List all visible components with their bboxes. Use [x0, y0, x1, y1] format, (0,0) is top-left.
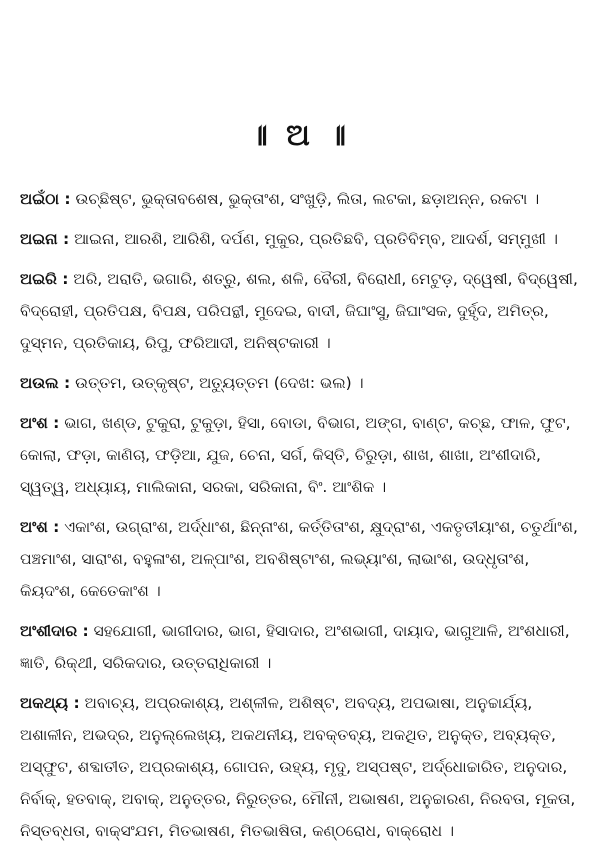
entry-term: ଅଂଶ :: [20, 518, 60, 536]
entry-synonyms: ସହଯୋଗୀ, ଭାଗୀଦାର, ଭାଗ, ହିସାଦାର, ଅଂଶଭାଗୀ, ଦାୟାଦ, ଭାଗୁଆଳି, ଅଂଶଧାରୀ, ଜ୍ଞାତି, ରିକ୍‌ଥୀ, ସରିକଦାର, ଉତ୍ତରାଧିକାରୀ ।: [20, 622, 570, 672]
entry-synonyms: ଆଇନା, ଆରଶି, ଆରିଶି, ଦର୍ପଣ, ମୁକୁର, ପ୍ରତିଛବି, ପ୍ରତିବିମ୍ବ, ଆଦର୍ଶ, ସମ୍ମୁଖୀ ।: [69, 230, 558, 248]
entry: [20, 223, 588, 255]
entry-synonyms: ଅରି, ଅରାତି, ଭଗାରି, ଶତ୍ରୁ, ଶଲ, ଶଳି, ବୈରୀ, ବିରୋଧୀ, ମେଟୁଡ଼, ଦ୍ୱେଷୀ, ବିଦ୍ୱେଷୀ, ବିଦ୍ରୋହୀ, ପ୍ରତିପକ୍ଷ, ବିପକ୍ଷ, ପରିପନ୍ଥୀ, ମୁଦେଇ, ବାଦୀ, ଜିଘାଂସୁ, ଜିଘାଂସକ, ଦୁର୍ହୃଦ, ଅମିତ୍ର, ଦୁସ୍‌ମନ, ପ୍ରତିକାୟ, ରିପୁ, ଫରିଆଦୀ, ଅନିଷ୍ଟକାରୀ ।: [20, 270, 578, 352]
entry-synonyms: ଉଚ୍ଛିଷ୍ଟ, ଭୁକ୍ତାବଶେଷ, ଭୁକ୍ତାଂଶ, ସଂଖୁଡ଼ି, ଲିତା, ଲଟକା, ଛଡ଼ାଅନ୍ନ, ରକଟା ।: [70, 190, 540, 208]
entry-synonyms: ଏକାଂଶ, ଉଗ୍ରାଂଶ, ଅର୍ଦ୍ଧାଂଶ, ଛିନ୍ନାଂଶ, କର୍ତ୍ତିତାଂଶ, କ୍ଷୁଦ୍ରାଂଶ, ଏକତୃତୀୟାଂଶ, ଚତୁର୍ଥାଂଶ, ପଞ୍ଚମାଂଶ, ସାରାଂଶ, ବହୁଳାଂଶ, ଅଳ୍ପାଂଶ, ଅବଶିଷ୍ଟାଂଶ, ଲଭ୍ୟାଂଶ, ଲାଭାଂଶ, ଉଦ୍ଧୃତାଂଶ, କିୟଦଂଶ, କେତେକାଂଶ ।: [20, 518, 578, 600]
entry: [20, 367, 588, 399]
entry: [20, 183, 588, 215]
entry-term: ଅକଥ୍ୟ :: [20, 694, 80, 712]
entry-term: ଅଂଶୀଦାର :: [20, 622, 89, 640]
entry-synonyms: ଉତ୍ତମ, ଉତ୍କୃଷ୍ଟ, ଅତ୍ୟୁତ୍ତମ (ଦେଖ: ଭଲ) ।: [70, 374, 364, 392]
entry-term: ଅଇନା :: [20, 230, 70, 248]
entry: [20, 263, 588, 359]
section-heading: ॥ ଅ ॥: [249, 118, 351, 153]
entry: [20, 615, 588, 679]
entry: [20, 687, 588, 847]
entry-term: ଅଂଶ :: [20, 414, 60, 432]
entry: [20, 511, 588, 607]
entry-list: [20, 183, 588, 855]
entry: [20, 407, 588, 503]
entry-term: ଅଇଁଠା :: [20, 190, 71, 208]
entry-term: ଅଉଲ :: [20, 374, 71, 392]
entry-synonyms: ଭାଗ, ଖଣ୍ଡ, ଟୁକୁରା, ଟୁକୁଡ଼ା, ହିସା, ବୋଡା, ବିଭାଗ, ଅଙ୍ଗ, ବାଣ୍ଟ, କଚ୍ଛ, ଫାଳ, ଫୁଟ, କୋଲା, ଫଡ଼ା, କାଣିଚା, ଫଡ଼ିଆ, ଯୁଜ, ଚେନା, ସର୍ଗ, କିସ୍ତି, ଚିରୁଡ଼ା, ଶାଖ, ଶାଖା, ଅଂଶୀଦାରି, ସ୍ୱତ୍ୱ, ଅଧ୍ୟାୟ, ମାଲିକାନା, ସରକା, ସରିକାନା, ବିଂ. ଆଂଶିକ ।: [20, 414, 571, 496]
entry-term: ଅଇରି :: [20, 270, 69, 288]
entry-synonyms: ଅବାଚ୍ୟ, ଅପ୍ରକାଶ୍ୟ, ଅଶ୍ଳୀଳ, ଅଶିଷ୍ଟ, ଅବଦ୍ୟ, ଅପଭାଷା, ଅନୁଚ୍ଚାର୍ଯ୍ୟ, ଅଶାଳୀନ, ଅଭଦ୍ର, ଅନୁଲ୍ଲେଖ୍ୟ, ଅକଥନୀୟ, ଅବକ୍ତବ୍ୟ, ଅକଥିତ, ଅନୁକ୍ତ, ଅବ୍ୟକ୍ତ, ଅସ୍ଫୁଟ, ଶବ୍ଦାତୀତ, ଅପ୍ରକାଶ୍ୟ, ଗୋପନ, ଉହ୍ୟ, ମୃଦୁ, ଅସ୍ପଷ୍ଟ, ଅର୍ଦ୍ଧୋଚ୍ଚାରିତ, ଅନୁଦାର, ନିର୍ବାକ୍, ହତବାକ୍, ଅବାକ୍, ଅନୁତ୍ତର, ନିରୁତ୍ତର, ମୌନୀ, ଅଭାଷଣ, ଅନୁଚ୍ଚାରଣ, ନିରବତା, ମୂକତା, ନିସ୍ତବ୍ଧତା, ବାକ୍‌ସଂଯମ, ମିତଭାଷଣ, ମିତଭାଷିତା, କଣ୍ଠରୋଧ, ବାକ୍‌ରୋଧ ।: [20, 694, 576, 840]
